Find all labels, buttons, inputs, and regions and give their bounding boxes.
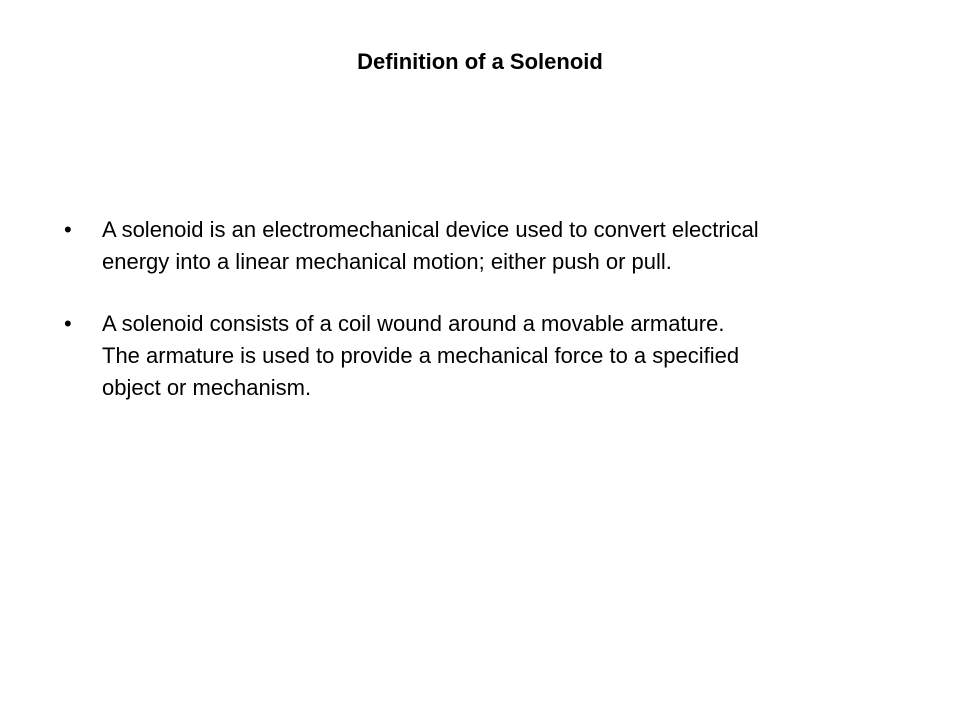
bullet-line: A solenoid consists of a coil wound around a movable armature. xyxy=(102,311,725,336)
bullet-line: The armature is used to provide a mechanical force to a specified xyxy=(102,343,740,368)
bullet-line: A solenoid is an electromechanical device used to convert electrical xyxy=(102,217,759,242)
bullet-item xyxy=(64,214,914,278)
bullet-marker: • xyxy=(64,217,72,242)
bullet-list xyxy=(64,214,914,434)
bullet-line: energy into a linear mechanical motion; either push or pull. xyxy=(102,249,672,274)
bullet-item xyxy=(64,308,914,404)
bullet-line: object or mechanism. xyxy=(102,375,312,400)
slide-title: Definition of a Solenoid xyxy=(357,49,603,74)
bullet-marker: • xyxy=(64,311,72,336)
